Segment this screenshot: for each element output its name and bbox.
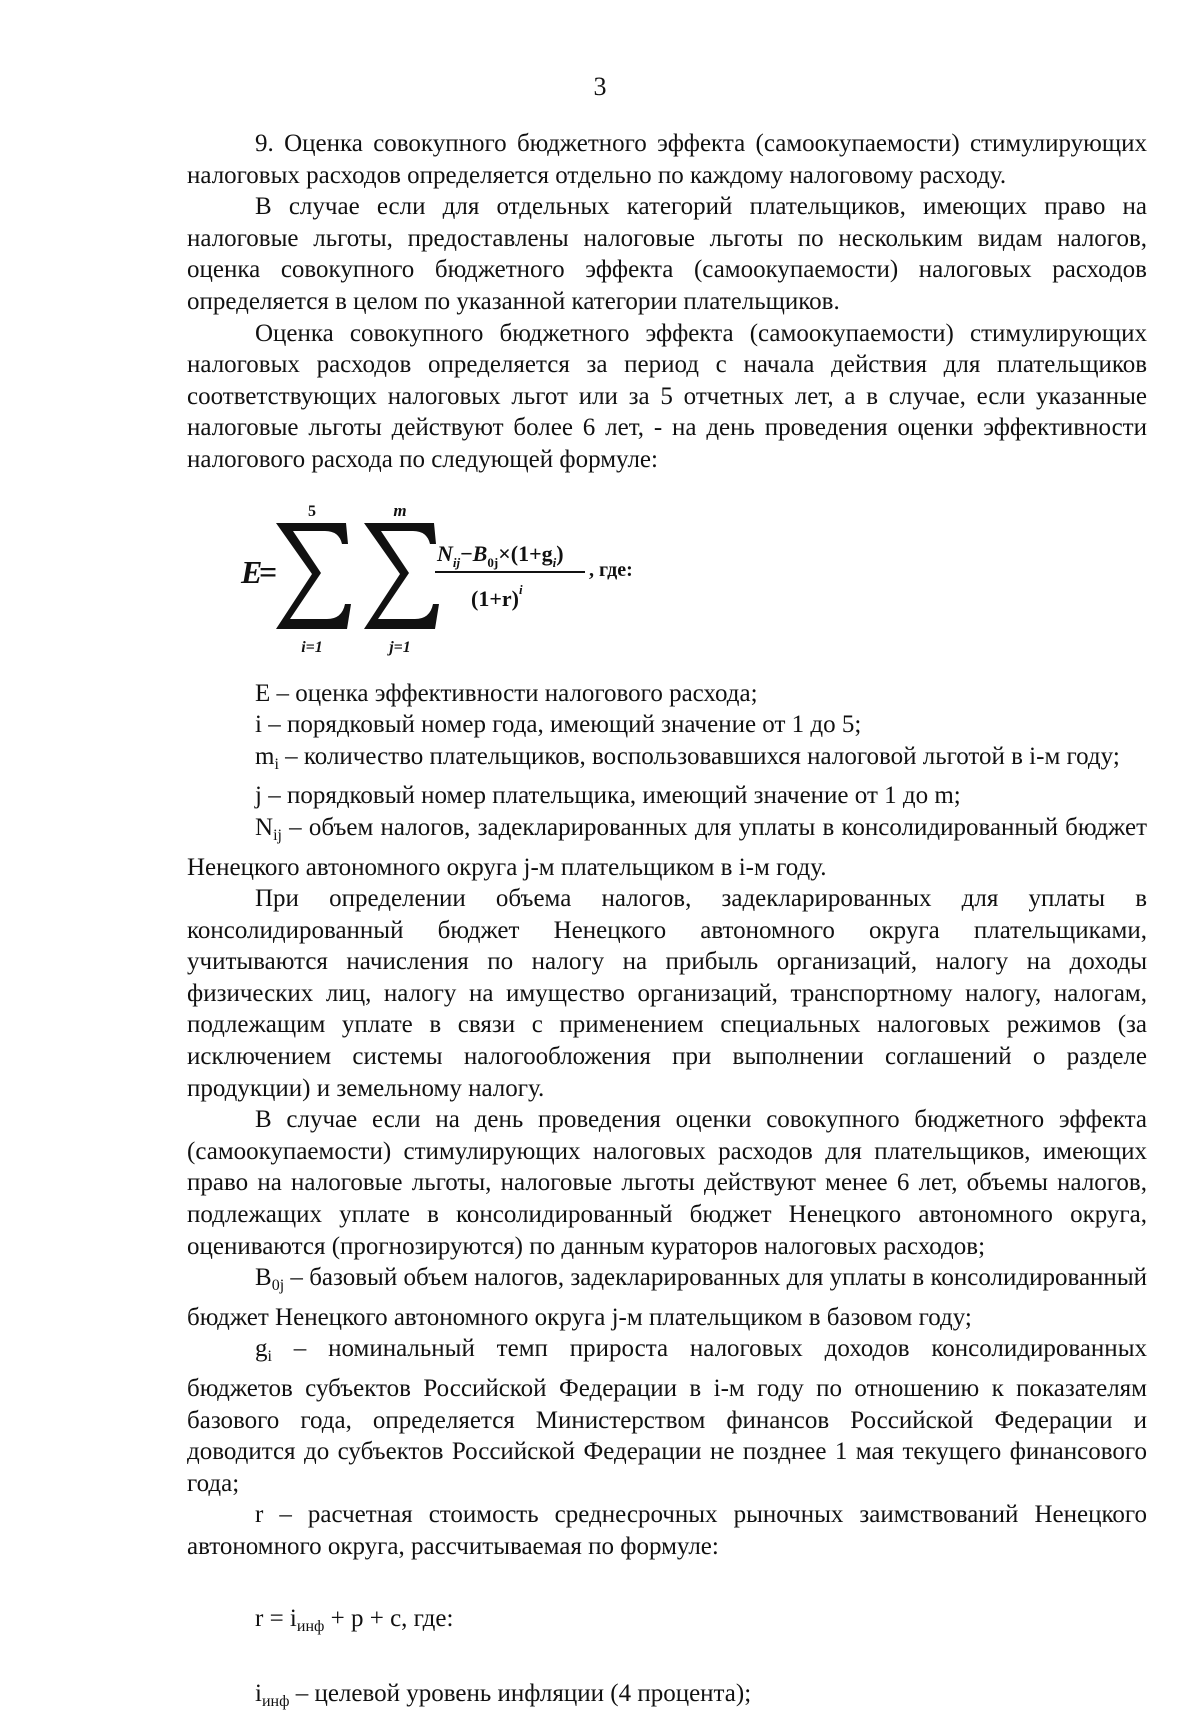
numerator-paren: (1+g xyxy=(510,540,553,566)
definition-gi-text: – номинальный темп прироста налоговых доходов консолидированных бюджетов субъектов Российской Федерации в i-м году по отношению к показателям базового года, определяется Министерством финансов Российской Федерации и доводится до субъектов Российской Федерации не позднее 1 мая текущего финансового года; xyxy=(187,1335,1147,1497)
denominator-sup: i xyxy=(518,581,523,597)
paragraph-categories: В случае если для отдельных категорий плательщиков, имеющих право на налоговые льготы, предоставлены налоговые льготы по нескольким видам налогов, оценка совокупного бюджетного эффекта (самоокупаемости) налоговых расходов определяется в целом по указанной категории плательщиков. xyxy=(187,193,1147,315)
paragraph-less-6-years: В случае если на день проведения оценки совокупного бюджетного эффекта (самоокупаемости) стимулирующих налоговых расходов для плательщиков, имеющих право на налоговые льготы, налоговые льготы действуют менее 6 лет, объемы налогов, подлежащих уплате в консолидированный бюджет Ненецкого автономного округа, оцениваются (прогнозируются) по данным кураторов налоговых расходов; xyxy=(187,1106,1147,1260)
sum1-lower: i=1 xyxy=(301,638,323,656)
definition-j: j – порядковый номер плательщика, имеющий значение от 1 до m; xyxy=(255,782,961,810)
var-iinf-sub: инф xyxy=(261,1693,290,1711)
paragraph-nij-detail: При определении объема налогов, задекларированных для уплаты в консолидированный бюджет Ненецкого автономного округа плательщиками, учитываются начисления по налогу на прибыль организаций, налогу на доходы физических лиц, налогу на имущество организаций, транспортному налогу, налогам, подлежащим уплате в связи с применением специальных налоговых режимов (за исключением системы налогообложения при выполнении соглашений о разделе продукции) и земельному налогу. xyxy=(187,885,1147,1102)
formula-denominator xyxy=(471,582,523,611)
definition-gi xyxy=(187,1333,1147,1499)
formula-r-sub: инф xyxy=(296,1617,325,1635)
sum1-sigma xyxy=(276,523,351,629)
var-iinf: i xyxy=(255,1680,262,1708)
var-b-sub: 0j xyxy=(271,1277,285,1295)
var-n-sub: ij xyxy=(273,826,282,844)
definition-b0j-text: – базовый объем налогов, задекларированных для уплаты в консолидированный бюджет Ненецкого автономного округа j-м плательщиком в базовом году; xyxy=(187,1264,1147,1331)
definition-mi-text: – количество плательщиков, воспользовавшихся налоговой льготой в i-м году; xyxy=(278,742,1120,770)
var-g-sub: i xyxy=(267,1348,272,1366)
sum1-upper: 5 xyxy=(308,502,316,520)
numerator-paren-close: ) xyxy=(556,540,564,566)
definition-i: i – порядковый номер года, имеющий значение от 1 до 5; xyxy=(255,711,862,739)
var-b: B xyxy=(255,1264,272,1292)
page-number: 3 xyxy=(593,72,607,101)
var-m-sub: i xyxy=(274,755,279,773)
numerator-times: × xyxy=(498,540,511,566)
sum2-sigma xyxy=(364,523,439,629)
sum2-lower: j=1 xyxy=(389,638,411,656)
formula-where: , где: xyxy=(589,558,633,581)
numerator-minus: − xyxy=(460,540,473,566)
formula-r xyxy=(187,1603,1147,1643)
definition-e: E – оценка эффективности налогового расхода; xyxy=(255,679,758,707)
var-g: g xyxy=(255,1335,268,1363)
denominator-base: (1+r) xyxy=(471,585,519,611)
main-formula xyxy=(187,476,1147,678)
var-m: m xyxy=(255,742,275,770)
formula-equals: = xyxy=(259,553,278,590)
definition-r: r – расчетная стоимость среднесрочных рыночных заимствований Ненецкого автономного округа, рассчитываемая по формуле: xyxy=(187,1501,1147,1560)
formula-numerator xyxy=(436,541,564,570)
paragraph-item-9: 9. Оценка совокупного бюджетного эффекта (самоокупаемости) стимулирующих налоговых расходов определяется отдельно по каждому налоговому расходу. xyxy=(187,130,1147,189)
numerator-g-sub: i xyxy=(552,554,557,570)
definition-mi xyxy=(187,741,1147,781)
numerator-n: N xyxy=(437,540,453,566)
definition-nij-text: – объем налогов, задекларированных для уплаты в консолидированный бюджет Ненецкого автономного округа j-м плательщиком в i-м году. xyxy=(187,813,1147,881)
var-n: N xyxy=(255,813,274,841)
formula-r-prefix: r = i xyxy=(255,1604,297,1632)
definition-iinf-text: – целевой уровень инфляции (4 процента); xyxy=(289,1680,752,1708)
numerator-b-sub: 0j xyxy=(487,554,499,570)
paragraph-period: Оценка совокупного бюджетного эффекта (самоокупаемости) стимулирующих налоговых расходов определяется за период с начала действия для плательщиков соответствующих налоговых льгот или за 5 отчетных лет, а в случае, если указанные налоговые льготы действуют более 6 лет, - на день проведения оценки эффективности налогового расхода по следующей формуле: xyxy=(187,319,1147,473)
sum2-upper: m xyxy=(393,500,407,520)
numerator-n-sub: ij xyxy=(452,554,461,570)
formula-lhs: E xyxy=(241,553,263,590)
numerator-b: B xyxy=(472,540,488,566)
definition-b0j xyxy=(187,1262,1147,1333)
formula-r-suffix: + p + c, где: xyxy=(324,1604,454,1632)
document-body xyxy=(187,128,1147,1718)
definition-nij xyxy=(187,812,1147,883)
